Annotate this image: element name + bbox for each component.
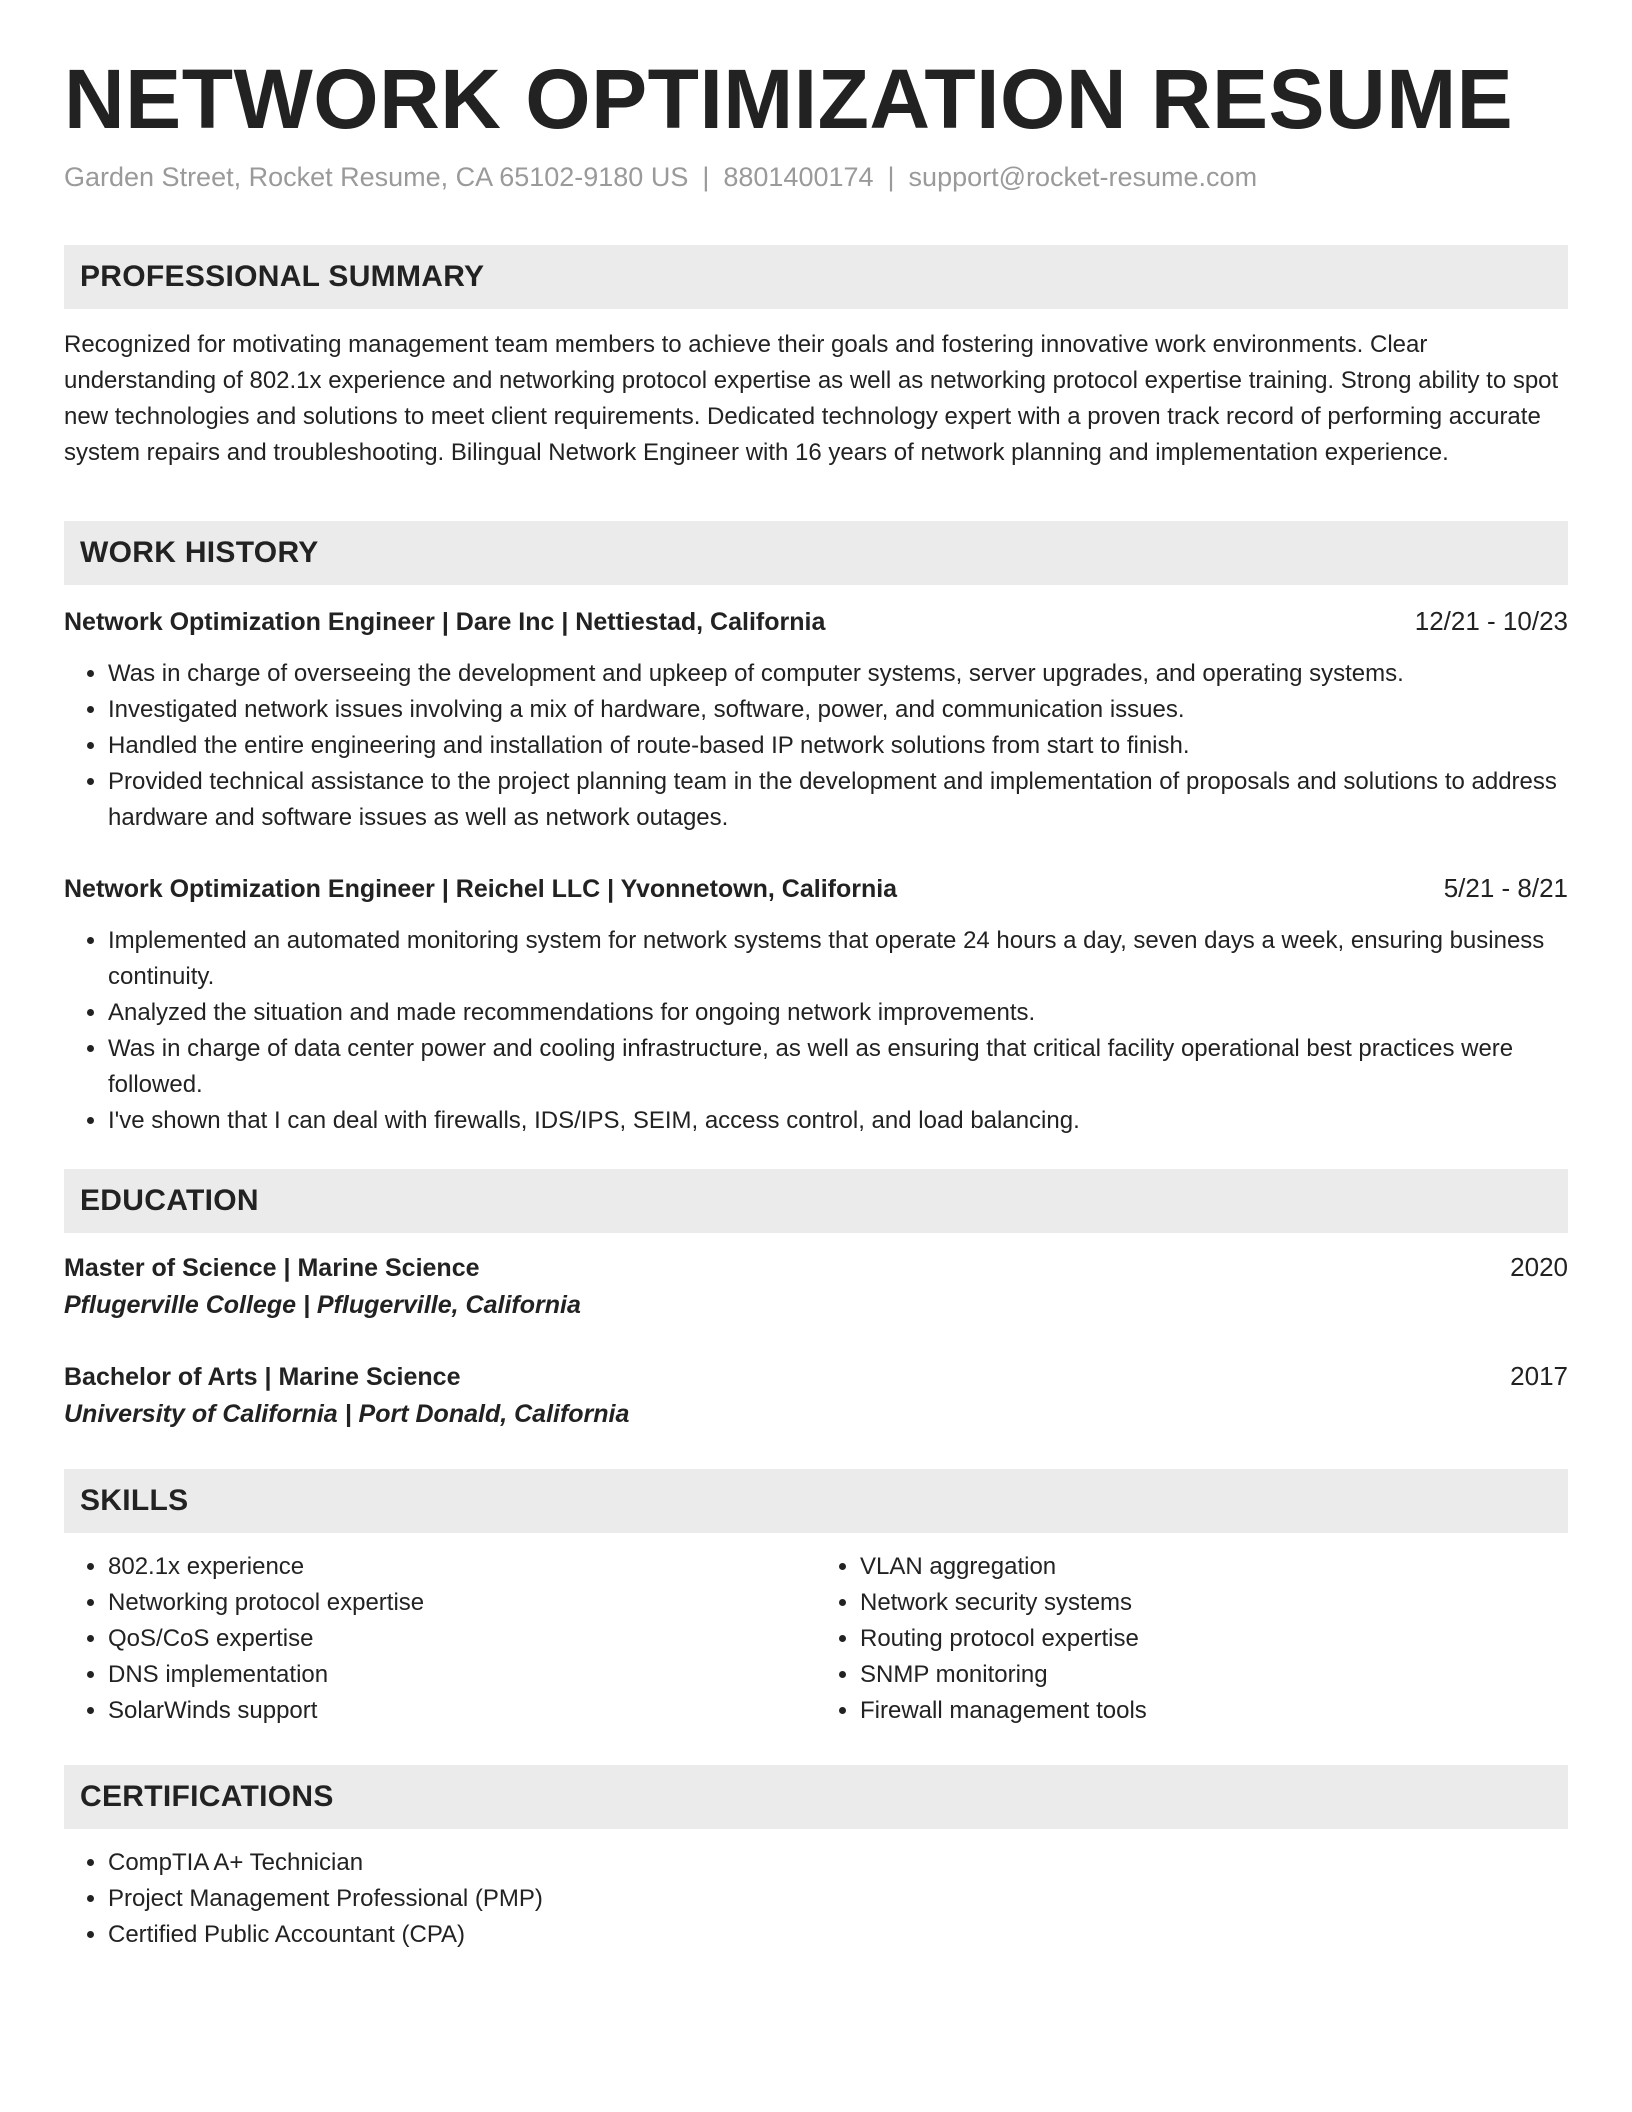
- section-heading-summary: PROFESSIONAL SUMMARY: [64, 245, 1568, 309]
- list-item: • SolarWinds support: [108, 1693, 816, 1729]
- list-item: • Handled the entire engineering and installation of route-based IP network solutions from start to finish.: [108, 728, 1568, 764]
- skills-list-left: [64, 1549, 816, 1729]
- list-item: • Firewall management tools: [860, 1693, 1568, 1729]
- section-heading-work-history: WORK HISTORY: [64, 521, 1568, 585]
- list-item: • Provided technical assistance to the project planning team in the development and implementation of proposals and solutions to address hardware and software issues as well as network outages.: [108, 764, 1568, 836]
- list-item: • Analyzed the situation and made recommendations for ongoing network improvements.: [108, 995, 1568, 1031]
- education-year: 2017: [1510, 1361, 1568, 1392]
- contact-separator: |: [702, 162, 710, 193]
- skills-list-right: [816, 1549, 1568, 1729]
- list-item: • SNMP monitoring: [860, 1657, 1568, 1693]
- job-dates: 5/21 - 8/21: [1443, 873, 1568, 904]
- contact-address: Garden Street, Rocket Resume, CA 65102-9180 US: [64, 162, 689, 193]
- section-heading-education: EDUCATION: [64, 1169, 1568, 1233]
- section-heading-certifications: CERTIFICATIONS: [64, 1765, 1568, 1829]
- list-item: • Certified Public Accountant (CPA): [108, 1917, 1568, 1953]
- list-item: • Implemented an automated monitoring system for network systems that operate 24 hours a day, seven days a week, ensuring business continuity.: [108, 923, 1568, 995]
- job-bullets: [64, 923, 1568, 1139]
- job-entry: [64, 870, 1568, 1139]
- list-item: • VLAN aggregation: [860, 1549, 1568, 1585]
- list-item: • DNS implementation: [108, 1657, 816, 1693]
- list-item: • QoS/CoS expertise: [108, 1621, 816, 1657]
- education-school: University of California | Port Donald, California: [64, 1400, 630, 1429]
- list-item: • Was in charge of data center power and cooling infrastructure, as well as ensuring that critical facility operational best practices were followed.: [108, 1031, 1568, 1103]
- section-heading-skills: SKILLS: [64, 1469, 1568, 1533]
- job-title: Network Optimization Engineer | Dare Inc | Nettiestad, California: [64, 608, 826, 637]
- education-year: 2020: [1510, 1252, 1568, 1283]
- education-degree: Bachelor of Arts | Marine Science: [64, 1363, 461, 1392]
- education-header: [64, 1249, 1568, 1286]
- job-dates: 12/21 - 10/23: [1414, 606, 1568, 637]
- certifications-list: [64, 1845, 1568, 1953]
- list-item: • Networking protocol expertise: [108, 1585, 816, 1621]
- job-header: [64, 870, 1568, 907]
- list-item: • CompTIA A+ Technician: [108, 1845, 1568, 1881]
- job-entry: [64, 603, 1568, 836]
- list-item: • 802.1x experience: [108, 1549, 816, 1585]
- list-item: • Was in charge of overseeing the development and upkeep of computer systems, server upgrades, and operating systems.: [108, 656, 1568, 692]
- summary-text: Recognized for motivating management team members to achieve their goals and fostering innovative work environments. Clear understanding of 802.1x experience and networking protocol expertise as well as networking protocol expertise training. Strong ability to spot new technologies and solutions to meet client requirements. Dedicated technology expert with a proven track record of performing accurate system repairs and troubleshooting. Bilingual Network Engineer with 16 years of network planning and implementation experience.: [64, 331, 1559, 467]
- resume-title: NETWORK OPTIMIZATION RESUME: [64, 52, 1514, 146]
- list-item: • I've shown that I can deal with firewalls, IDS/IPS, SEIM, access control, and load balancing.: [108, 1103, 1568, 1139]
- skills-columns: [64, 1549, 1568, 1729]
- list-item: • Network security systems: [860, 1585, 1568, 1621]
- list-item: • Project Management Professional (PMP): [108, 1881, 1568, 1917]
- job-header: [64, 603, 1568, 640]
- list-item: • Investigated network issues involving a mix of hardware, software, power, and communication issues.: [108, 692, 1568, 728]
- contact-separator: |: [887, 162, 895, 193]
- list-item: • Routing protocol expertise: [860, 1621, 1568, 1657]
- job-title: Network Optimization Engineer | Reichel LLC | Yvonnetown, California: [64, 875, 898, 904]
- education-school: Pflugerville College | Pflugerville, California: [64, 1291, 581, 1320]
- education-degree: Master of Science | Marine Science: [64, 1254, 480, 1283]
- education-header: [64, 1358, 1568, 1395]
- education-entry: [64, 1249, 1568, 1324]
- education-entry: [64, 1358, 1568, 1433]
- contact-phone: 8801400174: [723, 162, 874, 193]
- contact-line: [64, 160, 1568, 195]
- job-bullets: [64, 656, 1568, 836]
- contact-email: support@rocket-resume.com: [908, 162, 1258, 193]
